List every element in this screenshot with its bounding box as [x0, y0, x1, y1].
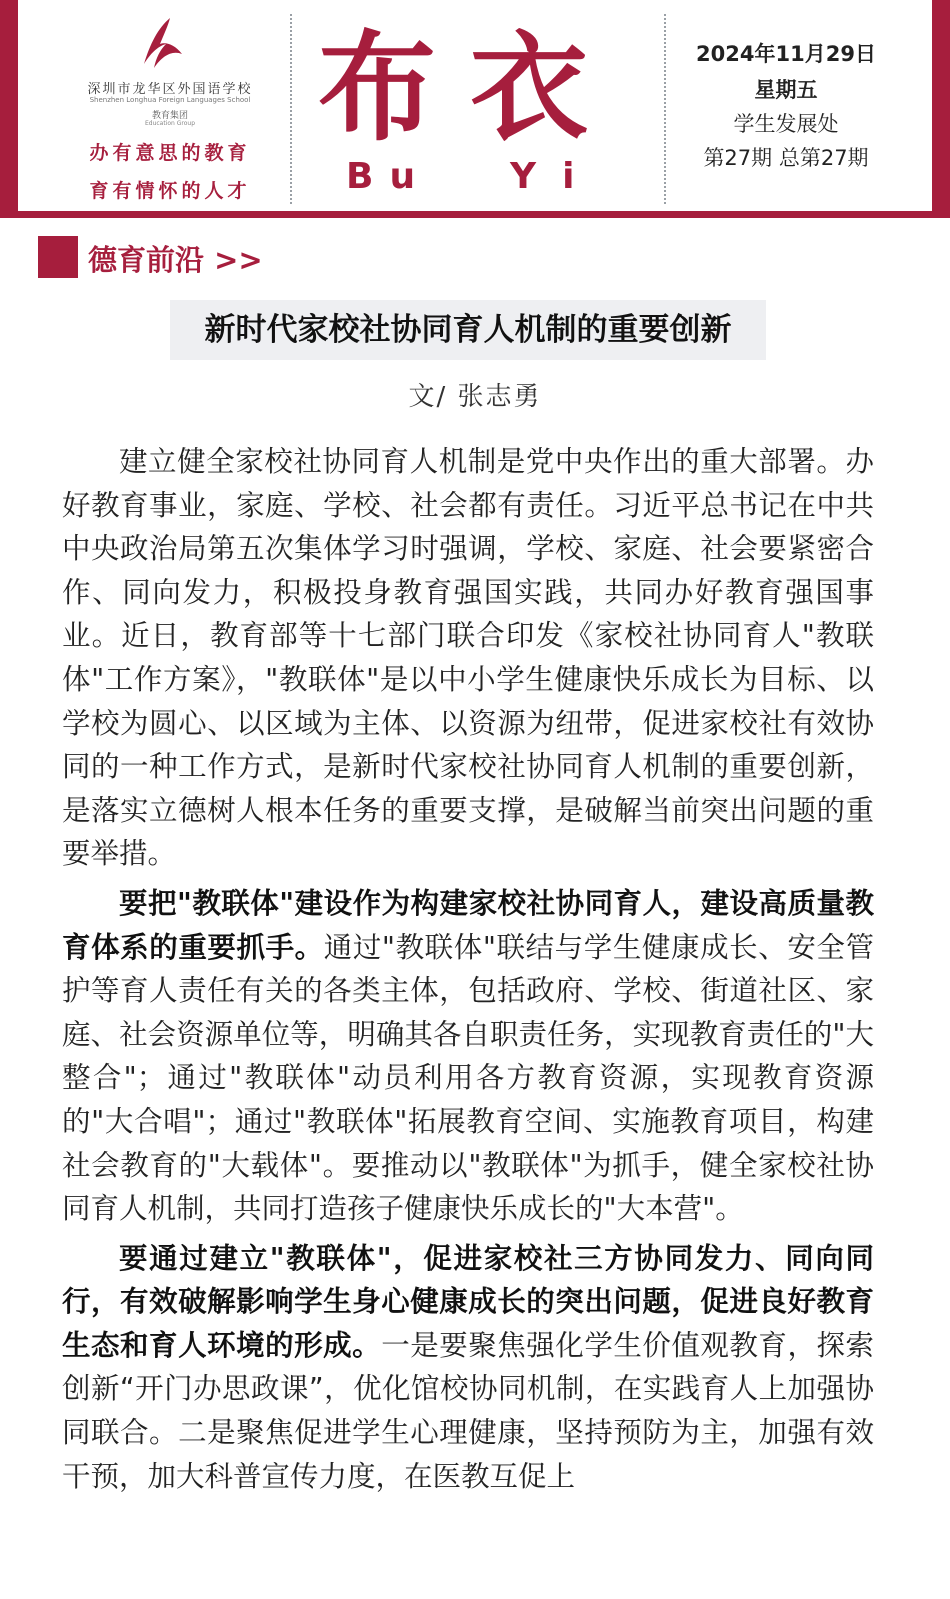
paragraph-3-lead: 要通过建立"教联体"，促进家校社三方协同发力、同向同行，有效破解影响学生身心健康成长的突出问题，促进良好教育生态和育人环境的形成。: [62, 1241, 874, 1362]
masthead: [0, 0, 950, 218]
issue-weekday: 星期五: [754, 78, 818, 102]
brand-en-word-1: Bu: [346, 156, 432, 197]
article-title: 新时代家校社协同育人机制的重要创新: [170, 300, 766, 360]
dotted-divider: [290, 14, 292, 204]
group-name: 教育集团: [151, 111, 188, 121]
issue-date: 2024年11月29日: [696, 42, 876, 66]
brand-en-word-2: Yi: [510, 156, 601, 197]
article-author: 文/ 张志勇: [408, 382, 542, 412]
school-name-en: Shenzhen Longhua Foreign Languages School: [89, 96, 251, 104]
paragraph-2-lead: 要把"教联体"建设作为构建家校社协同育人，建设高质量教育体系的重要抓手。: [62, 886, 874, 964]
school-logo-icon: [130, 14, 190, 74]
group-name-en: Education Group: [144, 120, 196, 127]
slogan-line-1: 办有意思的教育: [89, 142, 251, 164]
paragraph-3-text: 一是要聚焦强化学生价值观教育，探索创新“开门办思政课”，优化馆校协同机制，在实践育人上加强协同联合。二是聚焦促进学生心理健康，坚持预防为主，加强有效干预，加大科普宣传力度，在医教互促上: [62, 1328, 874, 1493]
paragraph-2: [62, 882, 874, 1231]
dotted-divider: [664, 14, 666, 204]
left-accent-bar: [0, 0, 18, 218]
section-label: 德育前沿 >>: [88, 243, 263, 277]
issue-number: 第27期 总第27期: [703, 146, 869, 170]
paragraph-1: 建立健全家校社协同育人机制是党中央作出的重大部署。办好教育事业，家庭、学校、社会都有责任。习近平总书记在中共中央政治局第五次集体学习时强调，学校、家庭、社会要紧密合作、同向发力，积极投身教育强国实践，共同办好教育强国事业。近日，教育部等十七部门联合印发《家校社协同育人"教联体"工作方案》，"教联体"是以中小学生健康快乐成长为目标、以学校为圆心、以区域为主体、以资源为纽带，促进家校社有效协同的一种工作方式，是新时代家校社协同育人机制的重要创新，是落实立德树人根本任务的重要支撑，是破解当前突出问题的重要举措。: [62, 445, 874, 871]
article-body: [62, 440, 874, 1504]
section-marker: [38, 236, 78, 278]
paragraph-2-text: 通过"教联体"联结与学生健康成长、安全管护等育人责任有关的各类主体，包括政府、学校、街道社区、家庭、社会资源单位等，明确其各自职责任务，实现教育责任的"大整合"；通过"教联体"动员利用各方教育资源，实现教育资源的"大合唱"；通过"教联体"拓展教育空间、实施教育项目，构建社会教育的"大载体"。要推动以"教联体"为抓手，健全家校社协同育人机制，共同打造孩子健康快乐成长的"大本营"。: [62, 930, 874, 1226]
issue-department: 学生发展处: [733, 112, 839, 136]
right-accent-bar: [932, 0, 950, 218]
school-name: 深圳市龙华区外国语学校: [87, 82, 253, 97]
paragraph-3: [62, 1237, 874, 1499]
masthead-bottom-bar: [0, 211, 950, 218]
brand-title: 布衣: [318, 18, 623, 157]
slogan-line-2: 育有情怀的人才: [89, 180, 251, 202]
